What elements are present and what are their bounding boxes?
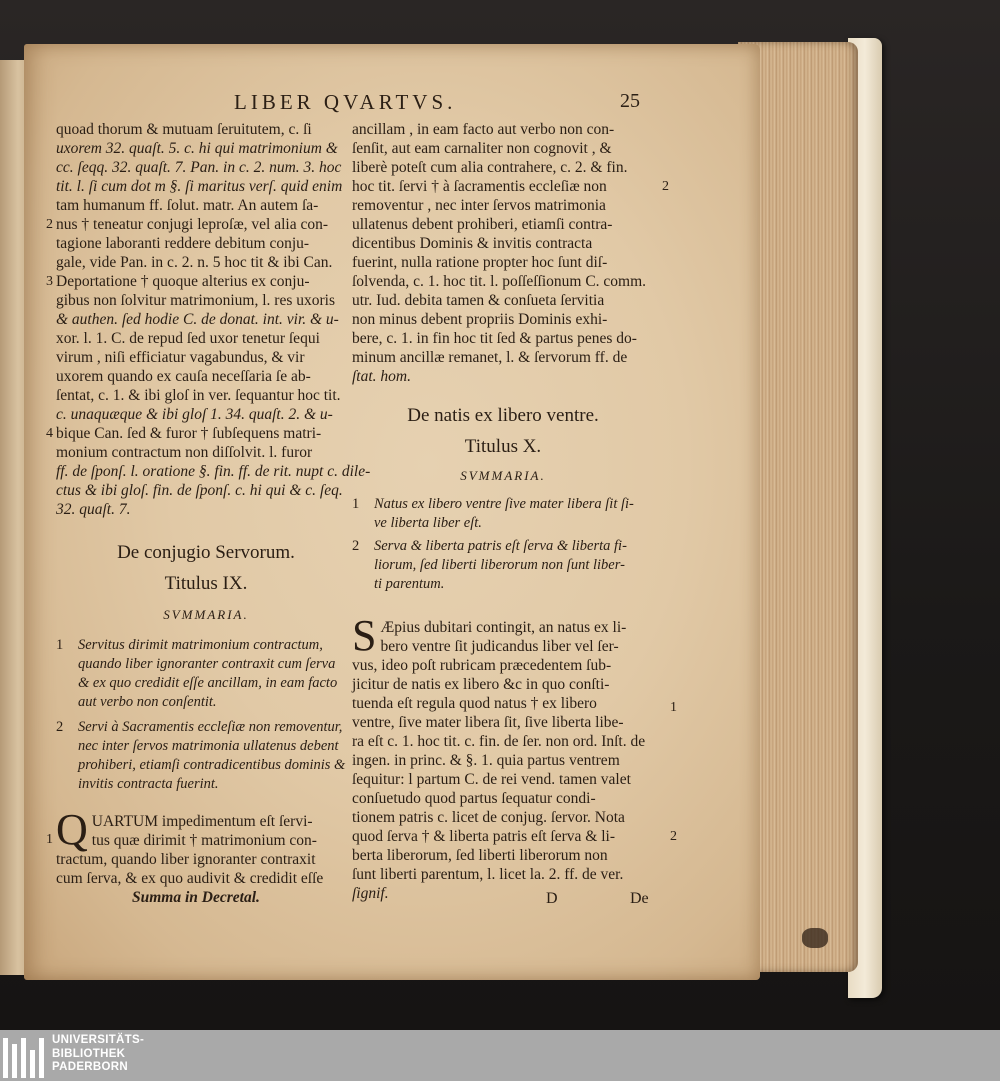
text-line: ſequitur: l partum C. de rei vend. tamen valet	[352, 771, 631, 788]
section-title: De conjugio Servorum.	[117, 542, 295, 563]
running-head	[24, 90, 760, 120]
line-text: tuenda eſt regula quod natus † ex libero	[352, 695, 597, 712]
body-paragraph	[46, 805, 356, 907]
logo-line: UNIVERSITÄTS-	[52, 1034, 145, 1046]
section-subtitle: Titulus X.	[464, 436, 542, 457]
text-line: bere, c. 1. in fin hoc tit ſed & partus penes do-	[352, 330, 637, 347]
catchword: De	[630, 890, 649, 907]
summary-number: 2	[56, 719, 64, 735]
text-line: dicentibus Dominis & invitis contracta	[352, 235, 593, 252]
text-line	[46, 424, 356, 443]
line-text: Deportatione † quoque alterius ex conju-	[56, 273, 310, 290]
margin-number: 3	[46, 274, 53, 289]
logo-line: PADERBORN	[52, 1061, 128, 1073]
section-title: De natis ex libero ventre.	[407, 405, 599, 426]
text-line: tam humanum ff. ſolut. matr. An autem ſa-	[56, 197, 319, 214]
text-line: c. unaquæque & ibi gloſ 1. 34. quaſt. 2. & u-	[56, 406, 333, 423]
text-line: minum ancillæ remanet, l. & ſervorum ff. de	[352, 349, 628, 366]
summary-number: 1	[56, 637, 64, 653]
summary-line: liorum, ſed liberti liberorum non ſunt liber-	[374, 557, 625, 573]
text-line: tit. l. ſi cum dot m §. ſi maritus verſ. quid enim	[56, 178, 343, 195]
text-line	[352, 177, 669, 196]
text-line: ſenſit, aut eam carnaliter non cognovit , &	[352, 140, 612, 157]
summary-item	[56, 718, 356, 794]
text-line: ingen. in princ. & §. 1. quia partus ventrem	[352, 752, 620, 769]
body-paragraph	[352, 611, 677, 903]
text-line: tus quæ dirimit † matrimonium con-	[91, 832, 317, 849]
summary-line: Natus ex libero ventre ſive mater libera ſit ſi-	[374, 496, 634, 512]
text-line: fuerint, nulla ratione propter hoc ſunt diſ-	[352, 254, 608, 271]
margin-number: 2	[46, 217, 53, 232]
summary-number: 2	[352, 538, 360, 554]
summary-line: nec inter ſervos matrimonia ullatenus debent	[78, 738, 339, 754]
summary-line: quando liber ignoranter contraxit cum ſerva	[78, 656, 336, 672]
text-line: ſtat. hom.	[352, 368, 411, 385]
text-line	[46, 215, 356, 234]
margin-number: 2	[662, 179, 669, 194]
summary-line: ve liberta liber eſt.	[374, 515, 482, 531]
summary-line: Serva & liberta patris eſt ſerva & liberta fi-	[374, 538, 627, 554]
summary-heading: SVMMARIA.	[163, 607, 249, 622]
margin-number: 1	[46, 832, 53, 847]
text-line: 32. quaſt. 7.	[56, 501, 131, 518]
drop-cap: Q	[56, 805, 88, 854]
text-line: ſentat, c. 1. & ibi gloſ in ver. ſequantur hoc tit.	[56, 387, 341, 404]
text-line: quoad thorum & mutuam ſeruitutem, c. ſi	[56, 121, 312, 138]
text-line: ff. de ſponſ. l. oratione §. fin. ff. de rit. nupt c. dile-	[56, 463, 371, 480]
text-line	[352, 694, 677, 715]
text-line: liberè poteſt cum alia contrahere, c. 2. & fin.	[352, 159, 628, 176]
text-line: virum , niſi efficiatur vagabundus, & vir	[56, 349, 305, 366]
text-line: UARTUM impedimentum eſt ſervi-	[91, 813, 313, 830]
text-line: ctus & ibi gloſ. fin. de ſponſ. c. hi qui & c. ſeq.	[56, 482, 343, 499]
text-line: tionem patris c. licet de conjug. ſervor. Nota	[352, 809, 625, 826]
library-footer-bar	[0, 1030, 1000, 1081]
summary-item	[352, 537, 654, 594]
text-line: Æpius dubitari contingit, an natus ex li-	[380, 619, 627, 636]
right-column	[352, 120, 677, 903]
summary-heading: SVMMARIA.	[460, 468, 546, 483]
summary-item	[352, 495, 654, 533]
logo-line: BIBLIOTHEK	[52, 1047, 126, 1060]
summary-line: Servitus dirimit matrimonium contractum,	[78, 637, 323, 653]
signature-mark: D	[546, 890, 558, 907]
text-line: non minus debent propriis Dominis exhi-	[352, 311, 608, 328]
line-text: hoc tit. ſervi † à ſacramentis eccleſiæ non	[352, 178, 607, 195]
text-line: utr. Iud. debita tamen & conſueta ſervitia	[352, 292, 605, 309]
text-line	[46, 272, 356, 291]
text-line: ullatenus debent prohiberi, etiamſi contra-	[352, 216, 613, 233]
summary-line: invitis contracta fuerint.	[78, 776, 219, 792]
text-line: tractum, quando liber ignoranter contraxit	[56, 851, 316, 868]
margin-number: 2	[670, 829, 677, 844]
summary-number: 1	[352, 496, 360, 512]
text-line: ra eſt c. 1. hoc tit. c. fin. de ſer. non ord. Inſt. de	[352, 733, 646, 750]
summary-line: ti parentum.	[374, 576, 445, 592]
text-line: ventre, ſive mater libera ſit, ſive liberta libe-	[352, 714, 624, 731]
summary-line: Servi à Sacramentis eccleſiæ non removentur,	[78, 719, 343, 735]
margin-number: 1	[670, 700, 677, 715]
text-line: jicitur de natis ex libero &c in quo conſti-	[352, 676, 610, 693]
summary-item	[56, 636, 356, 712]
text-line: ſunt liberti parentum, l. licet la. 2. ff. de ver.	[352, 866, 624, 883]
text-line: uxorem quando ex cauſa neceſſaria ſe ab-	[56, 368, 311, 385]
text-line: uxorem 32. quaſt. 5. c. hi qui matrimonium &	[56, 140, 338, 157]
margin-number: 4	[46, 426, 53, 441]
text-line: berta liberorum, ſed liberti liberorum non	[352, 847, 608, 864]
catchword: Summa in Decretal.	[132, 889, 260, 906]
summary-line: aut verbo non conſentit.	[78, 694, 217, 710]
text-line: ancillam , in eam facto aut verbo non con-	[352, 121, 615, 138]
text-line: xor. l. 1. C. de repud ſed uxor tenetur ſequi	[56, 330, 320, 347]
running-title: LIBER QVARTVS.	[234, 90, 457, 114]
summary-line: prohiberi, etiamſi contradicentibus dominis &	[78, 757, 346, 773]
library-logo-icon	[3, 1038, 45, 1078]
line-text: nus † teneatur conjugi leproſæ, vel alia con-	[56, 216, 329, 233]
ink-stain	[802, 928, 828, 948]
text-line: gale, vide Pan. in c. 2. n. 5 hoc tit & ibi Can.	[56, 254, 333, 271]
section-subtitle: Titulus IX.	[164, 573, 248, 594]
text-line: bero ventre ſit judicandus liber vel ſer-	[380, 638, 619, 655]
drop-cap: S	[352, 611, 377, 660]
text-line: conſuetudo quod partus ſequatur condi-	[352, 790, 596, 807]
text-line: cc. ſeqq. 32. quaſt. 7. Pan. in c. 2. num. 3. hoc	[56, 159, 342, 176]
summary-line: & ex quo credidit eſſe ancillam, in eam facto	[78, 675, 338, 691]
page-number: 25	[620, 90, 640, 112]
text-line	[352, 827, 677, 846]
text-line: vus, ideo poſt rubricam præcedentem ſub-	[352, 657, 612, 674]
text-line: gibus non ſolvitur matrimonium, l. res uxoris	[56, 292, 335, 309]
text-line: removentur , nec inter ſervos matrimonia	[352, 197, 606, 214]
line-text: quod ſerva † & liberta patris eſt ſerva & li-	[352, 828, 615, 845]
text-line: ſignif.	[352, 885, 389, 902]
text-line: & authen. ſed hodie C. de donat. int. vir. & u-	[56, 311, 339, 328]
text-line: ſolvenda, c. 1. hoc tit. l. poſſeſſionum C. comm.	[352, 273, 647, 290]
text-line: tagione laboranti reddere debitum conju-	[56, 235, 310, 252]
line-text: bique Can. ſed & furor † ſubſequens matri-	[56, 425, 322, 442]
text-line: cum ſerva, & ex quo audivit & credidit eſſe	[56, 870, 324, 887]
library-logo-text	[52, 1034, 144, 1075]
text-line: monium contractum non diſſolvit. l. furor	[56, 444, 313, 461]
book-page	[24, 44, 760, 980]
